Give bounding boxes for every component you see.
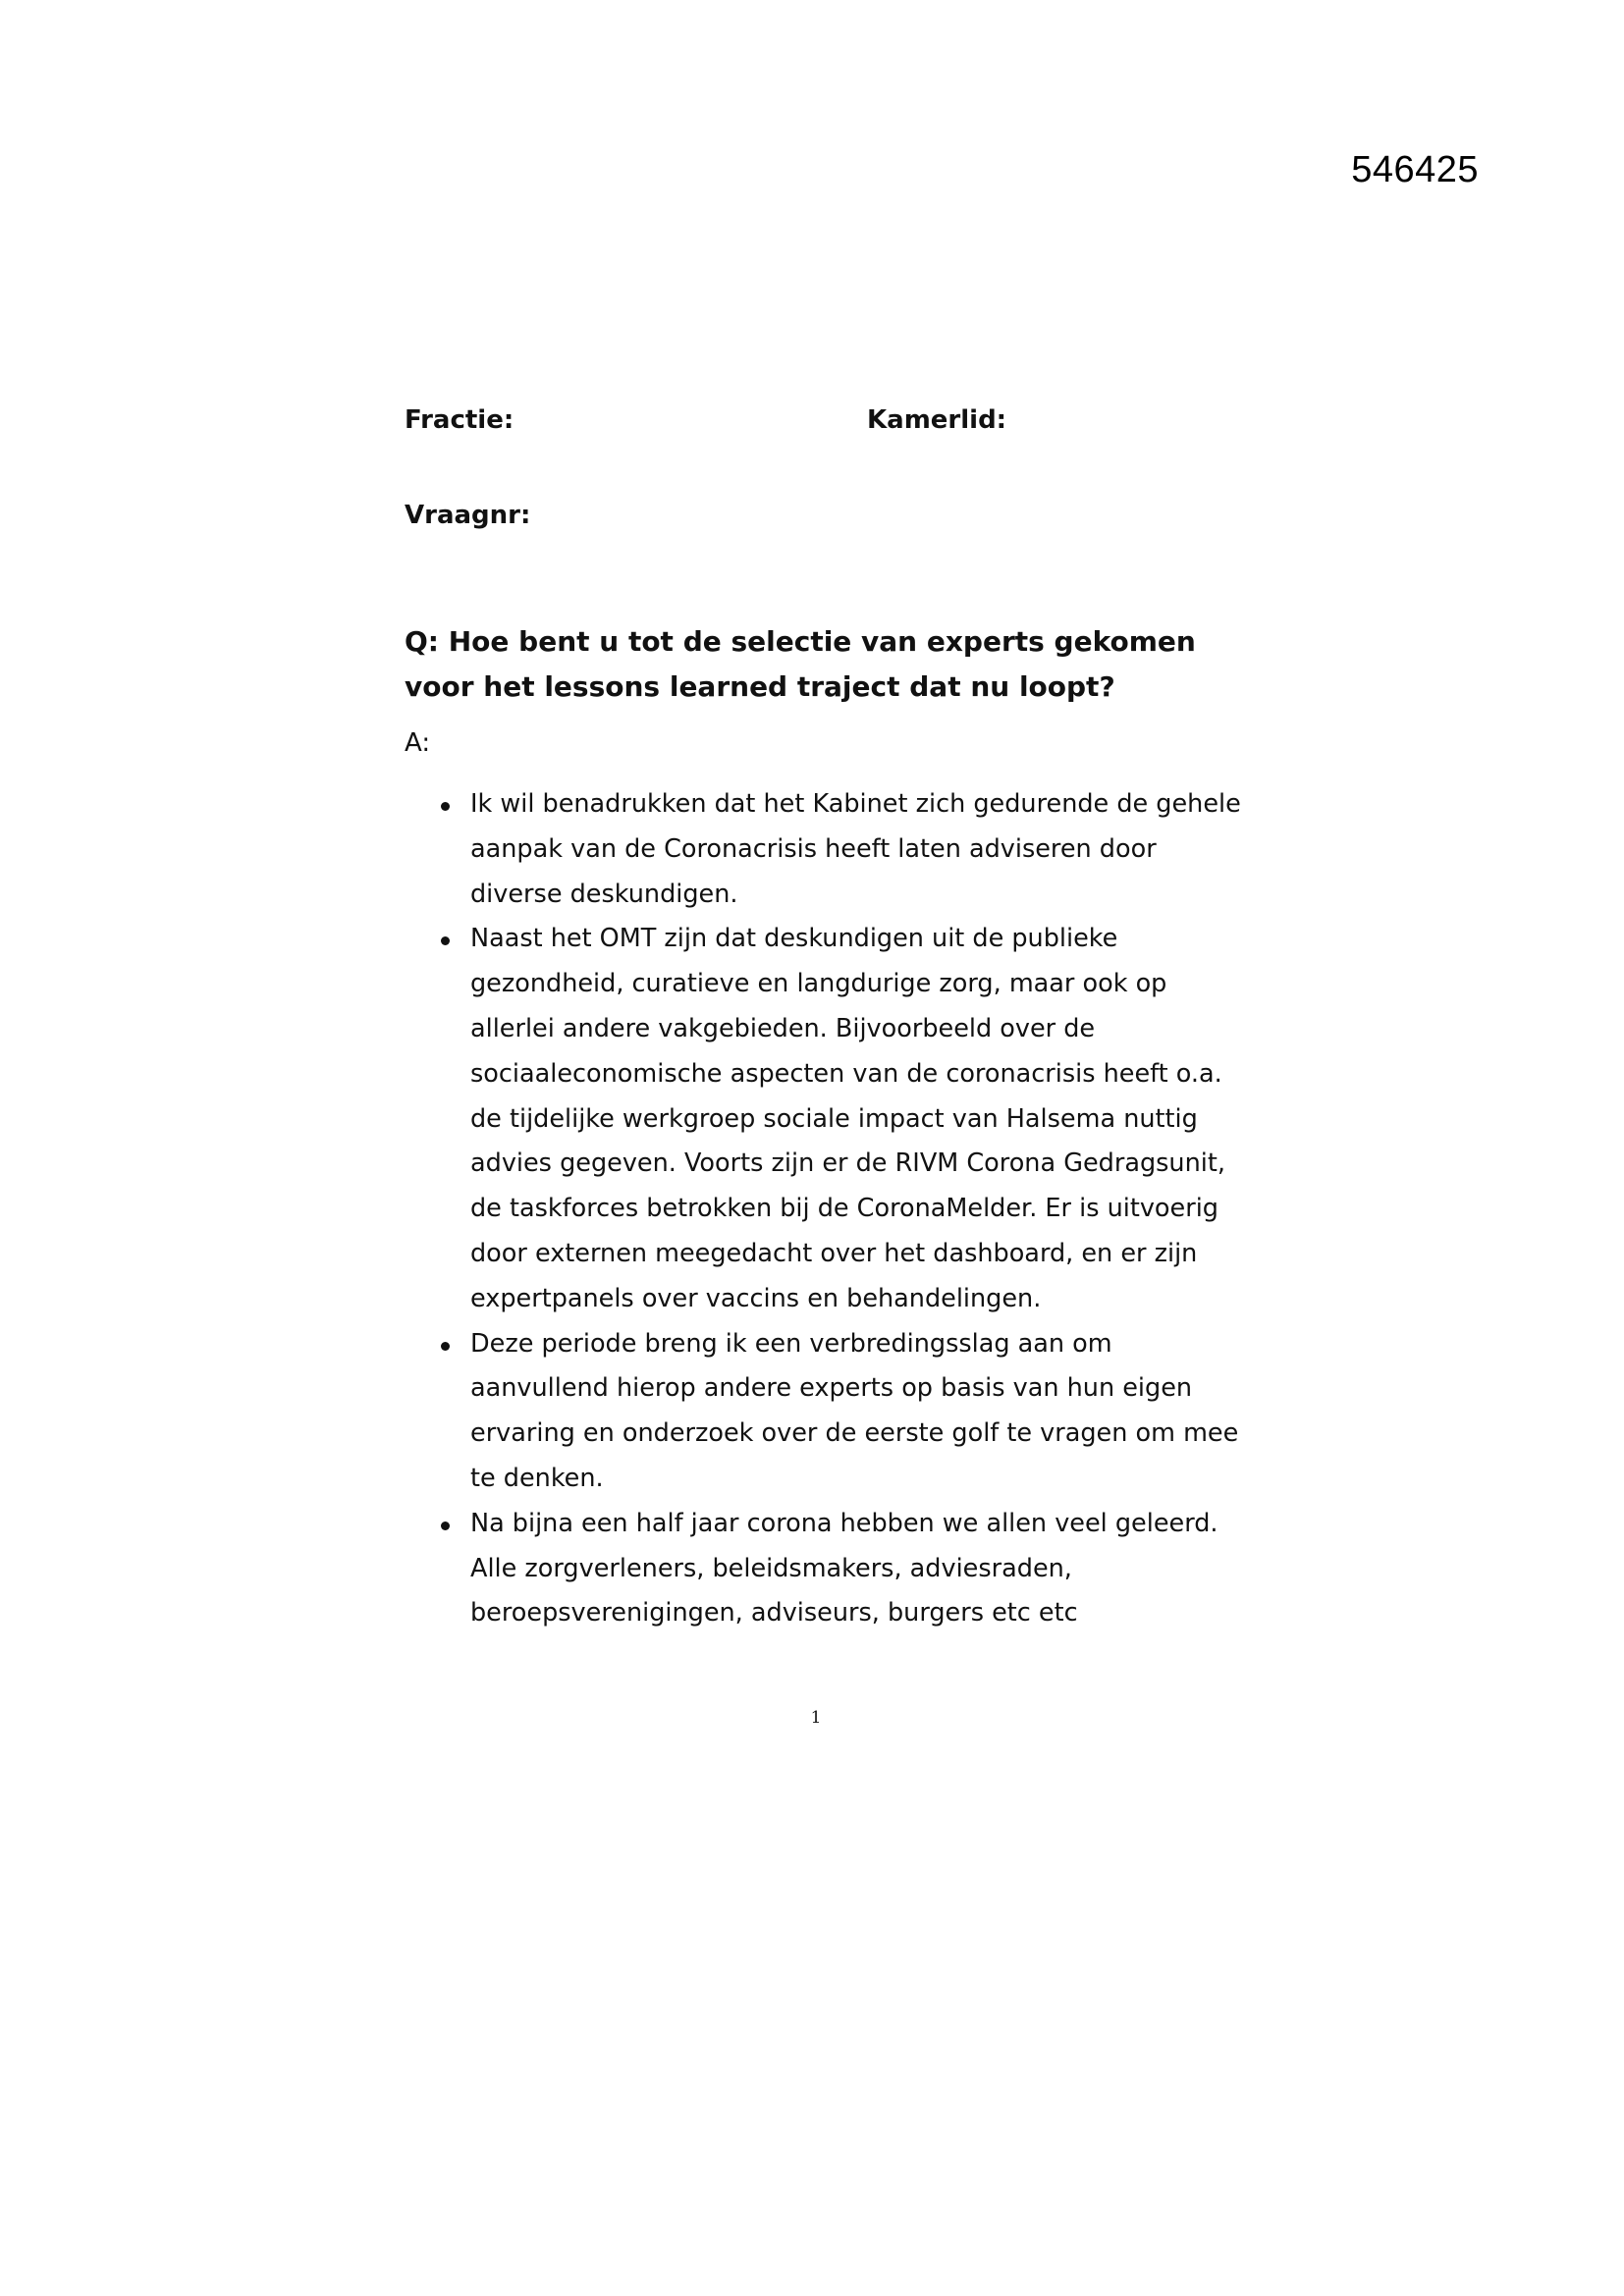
vraagnr-label: Vraagnr: — [405, 501, 531, 530]
list-item-text: Deze periode breng ik een verbredingsslag aan om aanvullend hierop andere experts op basis van hun eigen ervaring en onderzoek over de eerste golf te vragen om mee te denken. — [470, 1328, 1239, 1493]
bullet-icon — [441, 936, 450, 945]
answer-bullet-list — [405, 782, 1249, 1636]
list-item — [405, 1322, 1249, 1502]
list-item — [405, 917, 1249, 1321]
list-item-text: Na bijna een half jaar corona hebben we allen veel geleerd. Alle zorgverleners, beleidsmakers, adviesraden, beroepsverenigingen, adviseurs, burgers etc etc — [470, 1508, 1218, 1629]
kamerlid-label: Kamerlid: — [867, 405, 1007, 435]
list-item — [405, 1502, 1249, 1636]
question-text: Q: Hoe bent u tot de selectie van experts gekomen voor het lessons learned traject dat nu loopt? — [405, 625, 1196, 703]
list-item-text: Ik wil benadrukken dat het Kabinet zich gedurende de gehele aanpak van de Coronacrisis heeft laten adviseren door diverse deskundigen. — [470, 789, 1241, 909]
document-number: 546425 — [1351, 149, 1479, 190]
page-number: 1 — [810, 1708, 822, 1728]
list-item — [405, 782, 1249, 917]
fractie-label: Fractie: — [405, 405, 514, 435]
bullet-icon — [441, 1342, 450, 1351]
bullet-icon — [441, 1522, 450, 1530]
bullet-icon — [441, 802, 450, 811]
list-item-text: Naast het OMT zijn dat deskundigen uit de publieke gezondheid, curatieve en langdurige zorg, maar ook op allerlei andere vakgebieden. Bijvoorbeeld over de sociaaleconomische aspecten van de coronacrisis heeft o.a. de tijdelijke werkgroep sociale impact van Halsema nuttig advies gegeven. Voorts zijn er de RIVM Corona Gedragsunit, de taskforces betrokken bij de CoronaMelder. Er is uitvoerig door externen meegedacht over het dashboard, en er zijn expertpanels over vaccins en behandelingen. — [470, 924, 1225, 1313]
answer-label: A: — [405, 728, 431, 758]
